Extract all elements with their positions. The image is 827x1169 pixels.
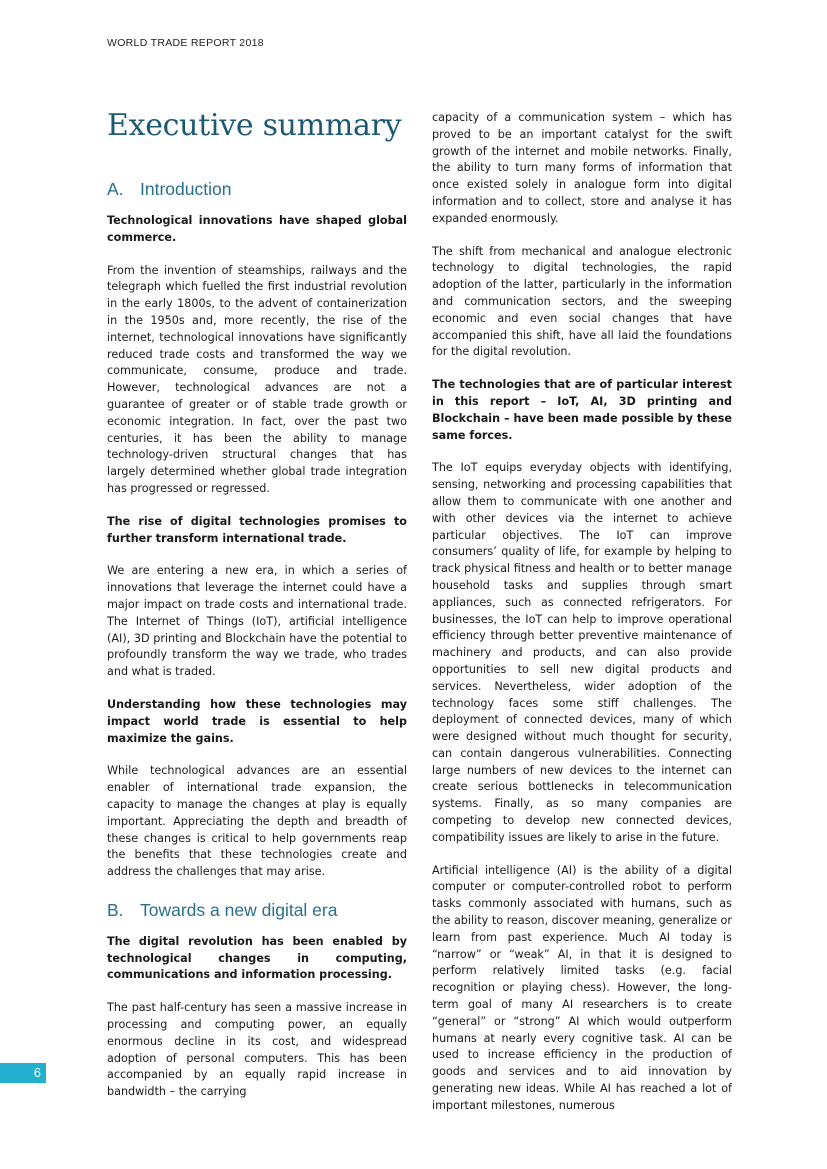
section-a-lead-2: The rise of digital technologies promises to further transform international trade.	[107, 514, 407, 545]
section-a-number: A.	[107, 179, 124, 199]
section-a-paragraph-1: From the invention of steamships, railways and the telegraph which fuelled the first industrial revolution in the early 1800s, to the advent of containerization in the 1950s and, more recently, the rise of the internet, technological innovations have significantly reduced trade costs and transformed the way we communicate, consume, produce and trade. However, technological advances are not a guarantee of greater or of stable trade growth or economic integration. In fact, over the past two centuries, it has been the ability to manage technology-driven structural changes that has largely determined whether global trade integration has progressed or regressed.	[107, 263, 407, 495]
right-column	[432, 110, 732, 1131]
section-a-lead-3: Understanding how these technologies may impact world trade is essential to help maximize the gains.	[107, 697, 407, 745]
running-header: WORLD TRADE REPORT 2018	[107, 37, 264, 49]
right-paragraph-3: The IoT equips everyday objects with identifying, sensing, networking and processing capabilities that allow them to communicate with one another and with other devices via the internet to achieve particular objectives. The IoT can improve consumers’ quality of life, for example by helping to track physical fitness and health or to better manage household tasks and supplies through smart appliances, such as connected refrigerators. For businesses, the IoT can help to improve operational efficiency through better preventive maintenance of machinery and products, and can also provide opportunities to sell new digital products and services. Nevertheless, wider adoption of the technology faces some stiff challenges. The deployment of connected devices, many of which were designed without much thought for security, can contain dangerous vulnerabilities. Connecting large numbers of new devices to the internet can create serious bottlenecks in telecommunication systems. Finally, as so many companies are competing to develop new connected devices, compatibility issues are likely to arise in the future.	[432, 461, 732, 844]
section-a-heading	[107, 178, 407, 200]
section-b-heading	[107, 899, 407, 921]
section-b-paragraph-1: The past half-century has seen a massive increase in processing and computing power, an equally enormous decline in its cost, and widespread adoption of personal computers. This has been accompanied by an equally rapid increase in bandwidth – the carrying	[107, 1001, 407, 1099]
right-lead-1: The technologies that are of particular interest in this report – IoT, AI, 3D printing and Blockchain – have been made possible by these same forces.	[432, 378, 732, 442]
section-a-paragraph-2: We are entering a new era, in which a series of innovations that leverage the internet could have a major impact on trade costs and international trade. The Internet of Things (IoT), artificial intelligence (AI), 3D printing and Blockchain have the potential to profoundly transform the way we trade, who trades and what is traded.	[107, 564, 407, 679]
section-b-title: Towards a new digital era	[140, 899, 338, 920]
section-a-title: Introduction	[140, 179, 232, 199]
right-paragraph-1: capacity of a communication system – which has proved to be an important catalyst for the swift growth of the internet and mobile networks. Finally, the ability to turn many forms of information that once existed solely in analogue form into digital information and to collect, store and analyse it has expanded enormously.	[432, 111, 732, 225]
right-paragraph-4: Artificial intelligence (AI) is the ability of a digital computer or computer-controlled robot to perform tasks commonly associated with humans, such as the ability to reason, discover meaning, generalize or learn from past experience. Much AI today is “narrow” or “weak” AI, in that it is designed to perform relatively limited tasks (e.g. facial recognition or playing chess). However, the long-term goal of many AI researchers is to create “general” or “strong” AI which would outperform humans at nearly every cognitive task. AI can be used to increase efficiency in the production of goods and services and to aid innovation by generating new ideas. While AI has reached a lot of important milestones, numerous	[432, 863, 732, 1112]
section-a-lead-1: Technological innovations have shaped global commerce.	[107, 214, 407, 244]
left-column	[107, 108, 407, 1117]
right-paragraph-2: The shift from mechanical and analogue electronic technology to digital technologies, the rapid adoption of the latter, particularly in the information and communication sectors, and the sweeping economic and even social changes that have accompanied this shift, have all laid the foundations for the digital revolution.	[432, 244, 732, 359]
section-b-lead-1: The digital revolution has been enabled by technological changes in computing, communications and information processing.	[107, 934, 407, 982]
section-b-number: B.	[107, 899, 124, 920]
page-number: 6	[33, 1065, 41, 1080]
section-a-paragraph-3: While technological advances are an essential enabler of international trade expansion, the capacity to manage the changes at play is equally important. Appreciating the depth and breadth of these changes is critical to help governments reap the benefits that these technologies create and address the challenges that may arise.	[107, 764, 407, 879]
page-title: Executive summary	[107, 108, 402, 143]
page-number-tab	[0, 1063, 46, 1083]
